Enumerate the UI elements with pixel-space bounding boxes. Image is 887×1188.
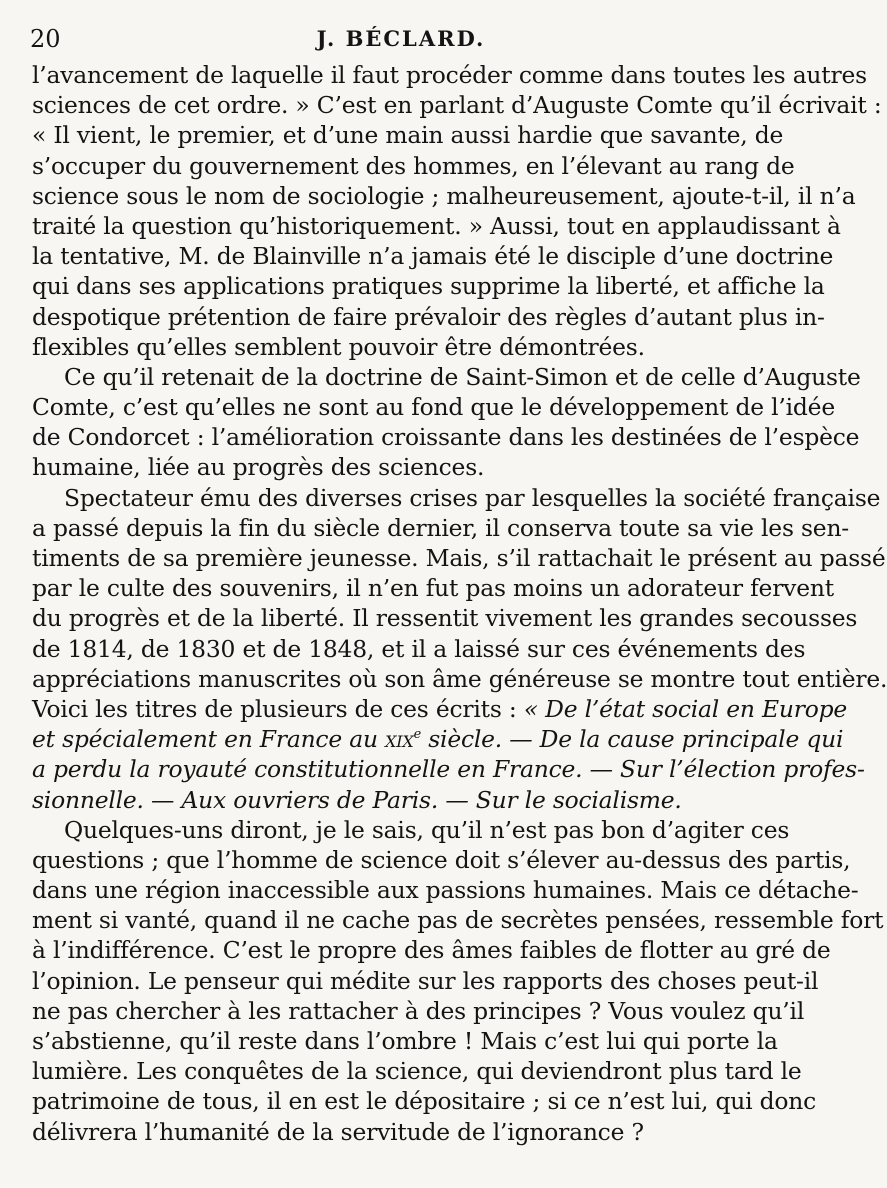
text-line: « Il vient, le premier, et d’une main aussi hardie que savante, de xyxy=(32,121,784,150)
text-line: à l’indifférence. C’est le propre des âmes faibles de flotter au gré de xyxy=(32,936,831,965)
text-line: dans une région inaccessible aux passions humaines. Mais ce détache- xyxy=(32,876,859,905)
text-line: sionnelle. — Aux ouvriers de Paris. — Sur le socialisme. xyxy=(32,785,682,814)
century-suffix: e xyxy=(413,727,421,743)
text-line: timents de sa première jeunesse. Mais, s’il rattachait le présent au passé xyxy=(32,544,886,572)
text-line: de Condorcet : l’amélioration croissante dans les destinées de l’espèce xyxy=(32,423,860,452)
running-title: J. BÉCLARD. xyxy=(316,26,486,51)
text-line: s’occuper du gouvernement des hommes, en l’élevant au rang de xyxy=(32,151,795,180)
text-line: qui dans ses applications pratiques supprime la liberté, et affiche la xyxy=(32,272,825,301)
text-line: l’opinion. Le penseur qui médite sur les rapports des choses peut-il xyxy=(32,966,819,995)
body-text xyxy=(32,60,887,1147)
text-line: la tentative, M. de Blainville n’a jamais été le disciple d’une doctrine xyxy=(32,242,834,271)
text-line: patrimoine de tous, il en est le dépositaire ; si ce n’est lui, qui donc xyxy=(32,1087,817,1116)
text-line: lumière. Les conquêtes de la science, qui deviendront plus tard le xyxy=(32,1057,802,1086)
text-line: a perdu la royauté constitutionnelle en France. — Sur l’élection profes- xyxy=(32,755,865,784)
text-line: par le culte des souvenirs, il n’en fut pas moins un adorateur fervent xyxy=(32,574,834,603)
text-line: Comte, c’est qu’elles ne sont au fond que le développement de l’idée xyxy=(32,393,835,422)
text-line: ne pas chercher à les rattacher à des principes ? Vous voulez qu’il xyxy=(32,996,805,1025)
paragraph-2 xyxy=(32,362,861,483)
text-line: humaine, liée au progrès des sciences. xyxy=(32,453,485,482)
text-line: délivrera l’humanité de la servitude de l’ignorance ? xyxy=(32,1117,644,1146)
text-line: Quelques-uns diront, je le sais, qu’il n’est pas bon d’agiter ces xyxy=(64,815,790,844)
text-run: Voici les titres de plusieurs de ces écrits : xyxy=(32,694,524,723)
text-line-mixed xyxy=(32,724,844,754)
text-line: science sous le nom de sociologie ; malheureusement, ajoute-t-il, il n’a xyxy=(32,181,856,210)
text-line-mixed xyxy=(32,694,848,724)
text-line: a passé depuis la fin du siècle dernier, il conserva toute sa vie les sen- xyxy=(32,513,850,542)
paragraph-3 xyxy=(32,483,887,815)
italic-title-run: siècle. — De la cause principale qui xyxy=(421,725,844,754)
text-line: s’abstienne, qu’il reste dans l’ombre ! Mais c’est lui qui porte la xyxy=(32,1027,778,1055)
text-line: du progrès et de la liberté. Il ressentit vivement les grandes secousses xyxy=(32,604,858,633)
text-line: questions ; que l’homme de science doit s’élever au-dessus des partis, xyxy=(32,845,851,874)
text-line: de 1814, de 1830 et de 1848, et il a laissé sur ces événements des xyxy=(32,634,806,663)
text-line: appréciations manuscrites où son âme généreuse se montre tout entière. xyxy=(32,664,887,693)
italic-title-run: « De l’état social en Europe xyxy=(523,694,848,723)
text-line: sciences de cet ordre. » C’est en parlant d’Auguste Comte qu’il écrivait : xyxy=(32,91,882,120)
page-header xyxy=(30,22,772,56)
text-line: ment si vanté, quand il ne cache pas de secrètes pensées, ressemble fort xyxy=(32,906,884,935)
text-line: despotique prétention de faire prévaloir des règles d’autant plus in- xyxy=(32,302,825,331)
text-line: l’avancement de laquelle il faut procéder comme dans toutes les autres xyxy=(32,61,867,89)
text-line: traité la question qu’historiquement. » Aussi, tout en applaudissant à xyxy=(32,211,841,240)
century-numeral: xix xyxy=(385,725,414,754)
paragraph-4 xyxy=(32,815,884,1147)
page-number: 20 xyxy=(30,25,61,53)
text-line: Ce qu’il retenait de la doctrine de Saint-Simon et de celle d’Auguste xyxy=(64,362,861,391)
text-line: flexibles qu’elles semblent pouvoir être démontrées. xyxy=(32,332,645,361)
paragraph-1 xyxy=(32,60,882,362)
text-line: Spectateur ému des diverses crises par lesquelles la société française xyxy=(64,483,881,512)
italic-title-run: et spécialement en France au xyxy=(32,725,386,754)
